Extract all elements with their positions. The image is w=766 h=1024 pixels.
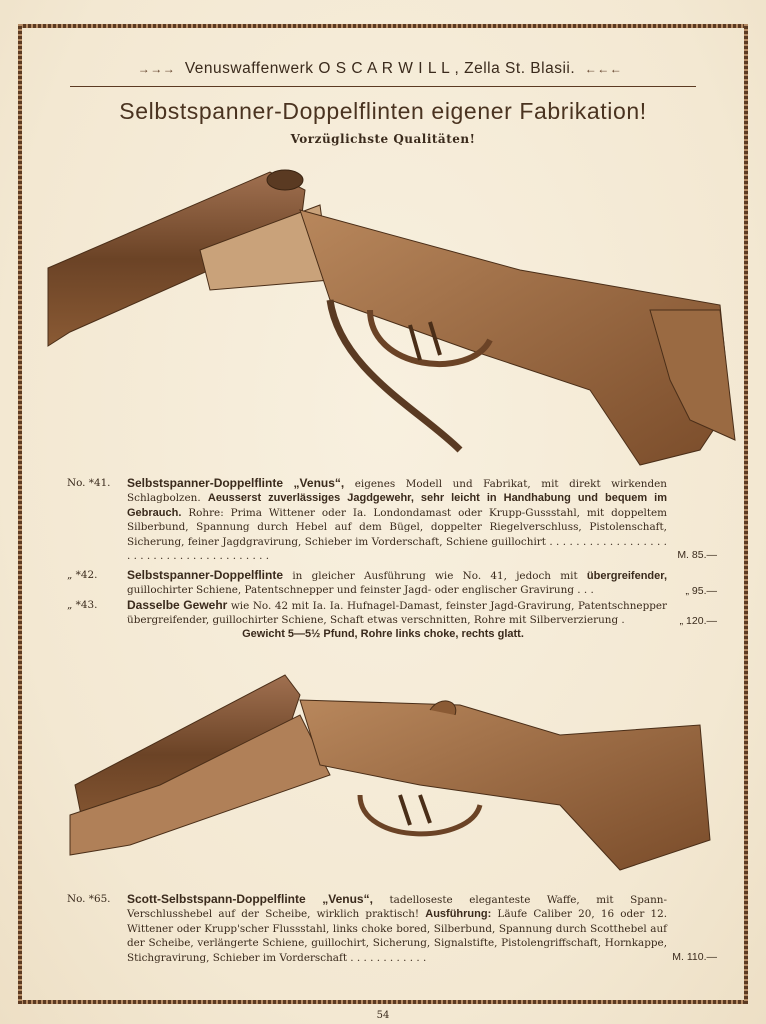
left-ornament-icon: →→→	[137, 61, 176, 76]
entry-price: „ 120.—	[679, 614, 717, 627]
entry-number: „ *42.	[67, 569, 98, 581]
entry-41	[67, 476, 717, 562]
entry-price: „ 95.—	[685, 584, 717, 597]
entry-price: M. 110.—	[672, 950, 717, 963]
entry-price: M. 85.—	[677, 548, 717, 561]
entry-description: Scott-Selbstspann-Doppelflinte „Venus“, tadelloseste eleganteste Waffe, mit Spann-Verschlusshebel auf der Scheibe, wirklich praktisch! Ausführung: Läufe Caliber 20, 16 oder 12. Wittener oder Krupp'scher Flussstahl, links choke bored, Silberbund, Spannung durch Scotthebel auf der Scheibe, verlängerte Schiene, guillochirt, Sicherung, Signalstifte, Pistolengriffschaft, Hornkappe, Stichgravirung, Schieber im Vorderschaft . . . . . . . . . . . .	[127, 892, 668, 964]
shotgun-illustration-bottom	[0, 655, 766, 875]
page-title: Selbstspanner-Doppelflinten eigener Fabrikation!	[119, 98, 647, 124]
right-ornament-icon: ←←←	[584, 61, 623, 76]
entry-42	[67, 568, 717, 598]
entry-number: No. *41.	[67, 477, 111, 489]
publisher-header	[55, 60, 705, 78]
border-bottom	[18, 1000, 748, 1004]
entry-description: Selbstspanner-Doppelflinte „Venus“, eigenes Modell und Fabrikat, mit direkt wirkenden Schlagbolzen. Aeusserst zuverlässiges Jagdgewehr, sehr leicht in Handhabung und bequem im Gebrauch. Rohre: Prima Wittener oder Ia. Londondamast oder Krupp-Gussstahl, mit doppeltem Silberbund, Spannung durch Hebel auf dem Bügel, doppelter Riegelverschluss, Pistolenschaft, Sicherung, feiner Jagdgravirung, Schieber im Vorderschaft, Schiene guillochirt . . . . . . . . . . . . . . . . . . . . . . . . . . . . . . . . . . . . . . . .	[127, 476, 667, 563]
entry-number: „ *43.	[67, 599, 98, 611]
entry-65	[67, 892, 717, 964]
publisher-name: Venuswaffenwerk O S C A R W I L L , Zella St. Blasii.	[184, 60, 576, 77]
weight-line: Gewicht 5—5½ Pfund, Rohre links choke, rechts glatt.	[242, 628, 524, 640]
border-top	[18, 24, 748, 28]
entry-43	[67, 598, 717, 628]
page-subtitle: Vorzüglichste Qualitäten!	[290, 132, 476, 146]
entry-description: Dasselbe Gewehr wie No. 42 mit Ia. Ia. Hufnagel-Damast, feinster Jagd-Gravirung, Patentschnepper übergreifender, guillochirter Schiene, Schaft etwas verschnitten, Rohre mit Silberverzierung .	[127, 598, 667, 627]
entry-description: Selbstspanner-Doppelflinte in gleicher Ausführung wie No. 41, jedoch mit übergreifender, guillochirter Schiene, Patentschnepper und feinster Jagd- oder englischer Gravirung . . .	[127, 568, 667, 597]
header-rule	[70, 86, 696, 87]
entry-number: No. *65.	[67, 893, 111, 905]
page-number: 54	[376, 1010, 390, 1021]
shotgun-illustration-top	[0, 150, 766, 470]
